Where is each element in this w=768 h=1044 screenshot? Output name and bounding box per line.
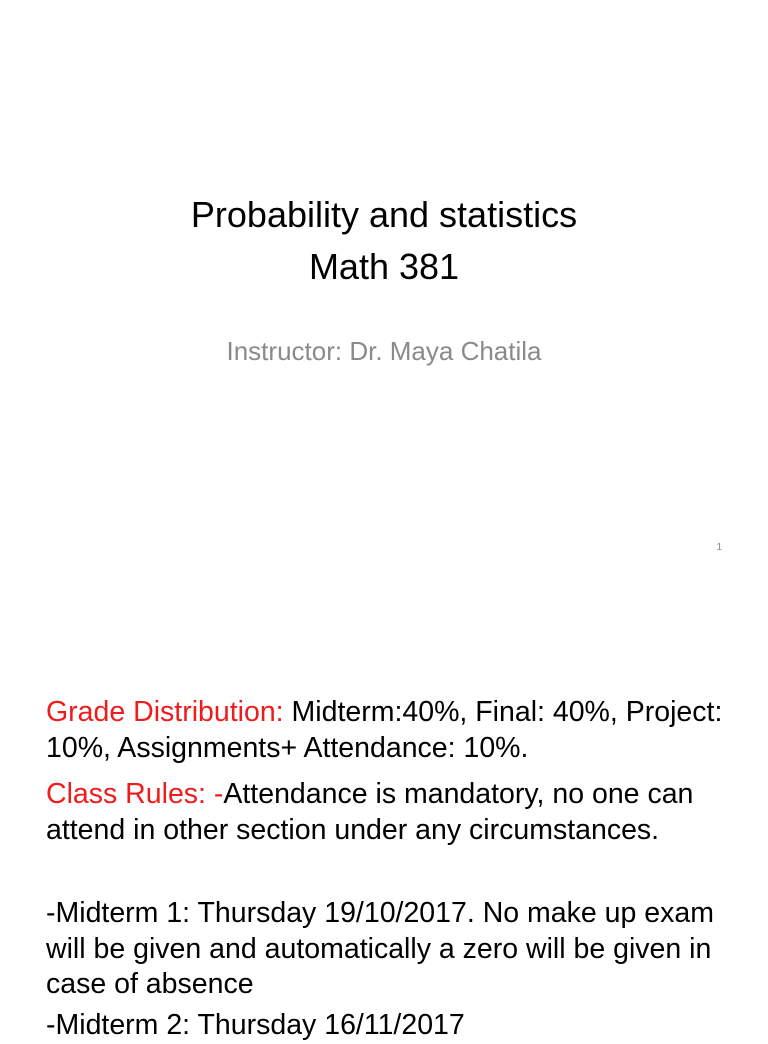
class-rules-paragraph <box>46 777 746 848</box>
instructor-subtitle: Instructor: Dr. Maya Chatila <box>226 336 542 366</box>
midterm2-text: -Midterm 2: Thursday 16/11/2017 <box>46 1009 465 1041</box>
midterm2-paragraph <box>46 1008 746 1044</box>
slide-title-line1: Probability and statistics <box>190 194 578 235</box>
grade-distribution-text: Midterm:40%, Final: 40%, Project: 10%, Assignments+ Attendance: 10%. <box>46 696 723 764</box>
class-rules-label: Class Rules: - <box>46 778 224 810</box>
slide-page-number: 1 <box>716 542 722 553</box>
midterm1-paragraph <box>46 896 746 1003</box>
slide-title-line2: Math 381 <box>308 246 460 287</box>
class-rules-text: Attendance is mandatory, no one can attend in other section under any circumstances. <box>46 778 694 846</box>
grade-distribution-label: Grade Distribution: <box>46 696 292 728</box>
midterm1-text: -Midterm 1: Thursday 19/10/2017. No make up exam will be given and automatically a zero will be given in case of absence <box>46 897 714 1000</box>
grade-distribution-paragraph <box>46 695 746 766</box>
course-info-slide <box>0 580 768 1041</box>
